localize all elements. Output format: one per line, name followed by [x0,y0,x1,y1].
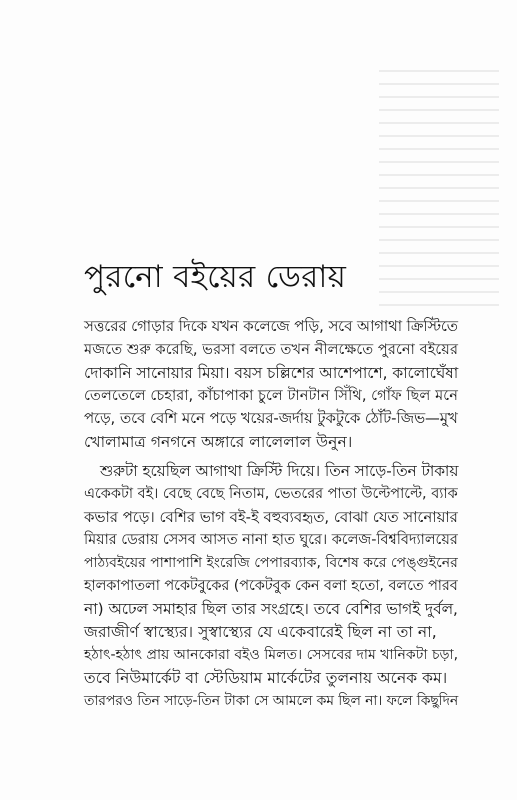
chapter-title: পুরনো বইয়ের ডেরায় [84,259,347,295]
text-line: খোলামাত্র গনগনে অঙ্গারে লালেলাল উনুন। [84,432,353,451]
text-line: একেকটা বই। বেছে বেছে নিতাম, ভেতরের পাতা উল্টেপাল্টে, ব্যাক [84,486,458,503]
text-line: সত্তরের গোড়ার দিকে যখন কলেজে পড়ি, সবে আগাথা ক্রিস্টিতে [84,318,458,335]
text-line: হালকাপাতলা পকেটবুকের (পকেটবুক কেন বলা হতো, বলতে পারব [84,577,458,594]
text-line: হঠাৎ-হঠাৎ প্রায় আনকোরা বইও মিলত। সেসবের দাম খানিকটা চড়া, [84,646,459,663]
chapter-body [84,316,460,712]
text-line: জরাজীর্ণ স্বাস্থ্যের। সুস্বাস্থ্যের যে একেবারেই ছিল না তা না, [84,622,437,641]
text-line: মিয়ার ডেরায় সেসব আসত নানা হাত ঘুরে। কলেজ-বিশ্ববিদ্যালয়ের [84,532,458,549]
text-line: পড়ে, তবে বেশি মনে পড়ে খয়ের-জর্দায় টুকটুকে ঠোঁট-জিভ—মুখ [84,409,458,427]
text-line: না) অঢেল সমাহার ছিল তার সংগ্রহে। তবে বেশির ভাগই দুর্বল, [84,599,458,618]
text-line: তারপরও তিন সাড়ে-তিন টাকা সে আমলে কম ছিল না। ফলে কিছুদিন [84,692,459,709]
text-line: পাঠ্যবইয়ের পাশাপাশি ইংরেজি পেপারব্যাক, বিশেষ করে পেঙ্গুইনের [84,555,458,572]
text-line: তবে নিউমার্কেট বা স্টেডিয়াম মার্কেটের তুলনায় অনেক কম। [84,668,448,687]
show-through-marks [379,70,499,330]
paragraph [84,460,460,712]
text-line: তেলতেলে চেহারা, কাঁচাপাকা চুলে টানটান সিঁথি, গোঁফ ছিল মনে [84,386,458,404]
text-line: শুরুটা হয়েছিল আগাথা ক্রিস্টি দিয়ে। তিন সাড়ে-তিন টাকায় [100,462,459,481]
text-line: মজতে শুরু করেছি, ভরসা বলতে তখন নীলক্ষেতে পুরনো বইয়ের [84,340,459,358]
paragraph [84,316,460,453]
text-line: কভার পড়ে। বেশির ভাগ বই-ই বহুব্যবহৃত, বোঝা যেত সানোয়ার [84,508,458,527]
text-line: দোকানি সানোয়ার মিয়া। বয়স চল্লিশের আশেপাশে, কালোঘেঁষা [84,363,459,382]
